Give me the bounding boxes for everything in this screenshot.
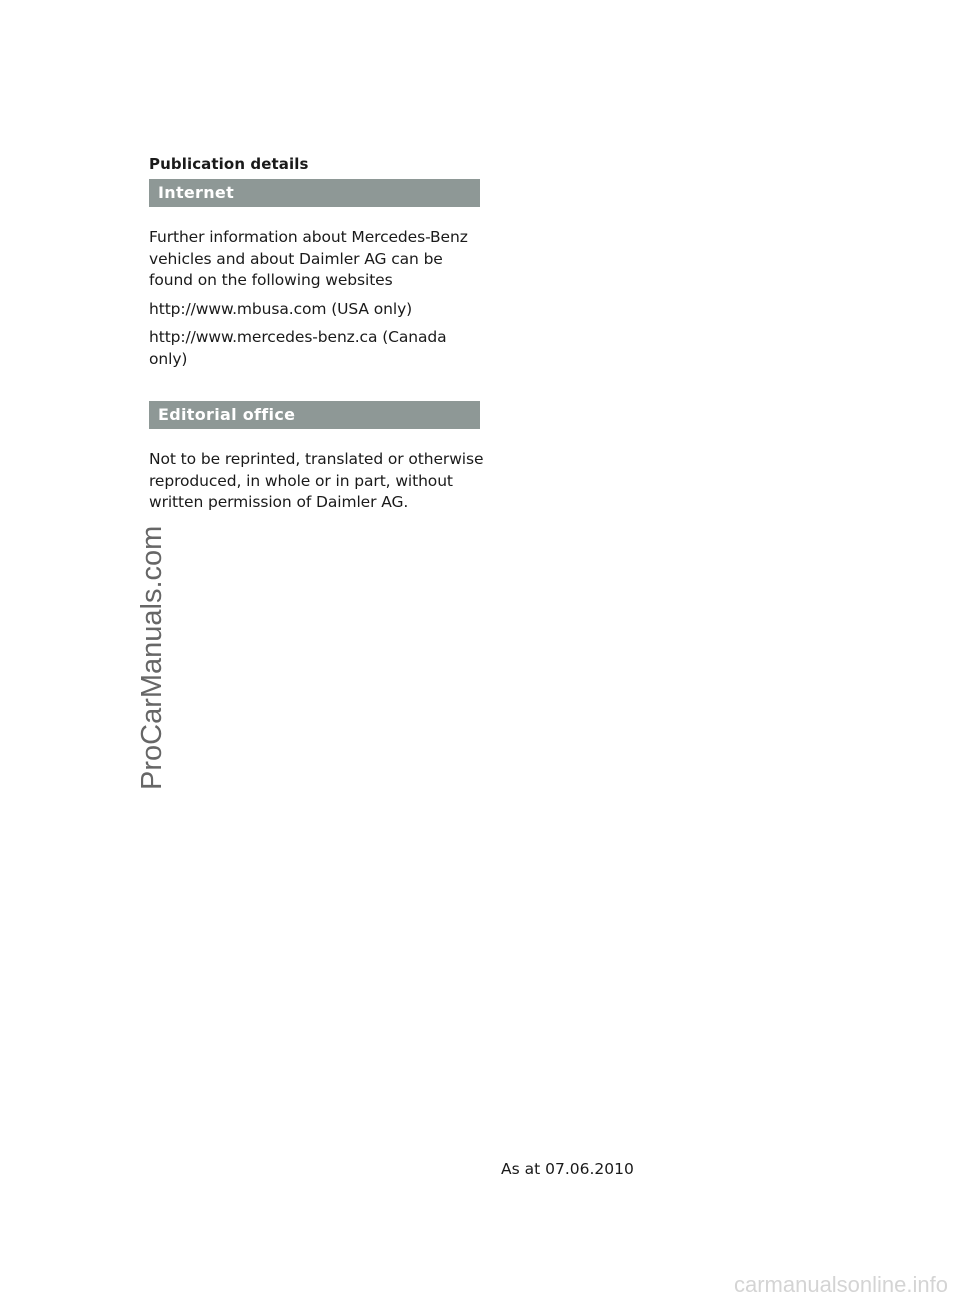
page-heading: Publication details xyxy=(149,155,309,173)
website-link-usa[interactable]: http://www.mbusa.com (USA only) xyxy=(149,299,413,318)
watermark-side-text: ProCarManuals.com xyxy=(136,525,168,790)
watermark-bottom-text: carmanualsonline.info xyxy=(733,1272,948,1297)
internet-section-body xyxy=(149,227,485,377)
footer-date: As at 07.06.2010 xyxy=(501,1160,634,1178)
editorial-notice-paragraph: Not to be reprinted, translated or otherwise reproduced, in whole or in part, without written permission of Daimler AG. xyxy=(149,450,484,511)
editorial-office-section-body xyxy=(149,449,485,521)
website-link-canada[interactable]: http://www.mercedes-benz.ca (Canada only) xyxy=(149,328,447,368)
section-header-editorial-office: Editorial office xyxy=(149,401,480,429)
section-header-internet: Internet xyxy=(149,179,480,207)
internet-intro-paragraph: Further information about Mercedes-Benz vehicles and about Daimler AG can be found on the following websites xyxy=(149,228,468,289)
